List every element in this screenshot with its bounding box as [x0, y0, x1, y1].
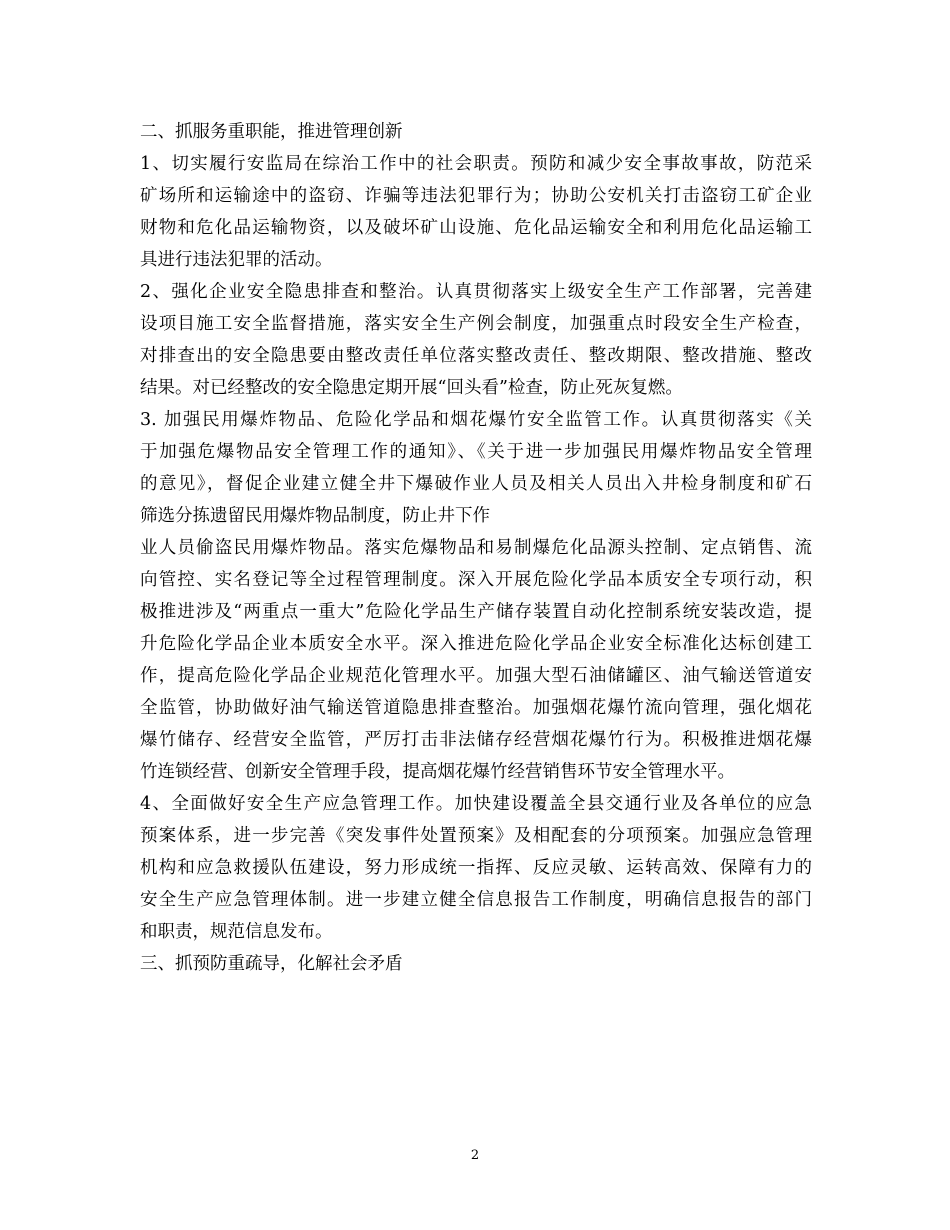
text-line: 4、全面做好安全生产应急管理工作。加快建设覆盖全县交通行业及各单位的应急	[140, 794, 812, 814]
text-line: 全监管，协助做好油气输送管道隐患排查整治。加强烟花爆竹流向管理，强化烟花	[140, 698, 812, 718]
page-number: 2	[470, 1148, 480, 1163]
text-line: 向管控、实名登记等全过程管理制度。深入开展危险化学品本质安全专项行动，积	[140, 570, 812, 590]
text-line: 和职责，规范信息发布。	[140, 922, 333, 942]
text-line: 3. 加强民用爆炸物品、危险化学品和烟花爆竹安全监管工作。认真贯彻落实《关	[140, 410, 812, 430]
text-line: 业人员偷盗民用爆炸物品。落实危爆物品和易制爆危化品源头控制、定点销售、流	[140, 538, 812, 558]
text-line: 筛选分拣遗留民用爆炸物品制度，防止井下作	[140, 506, 490, 526]
document-body	[140, 116, 812, 980]
text-line: 三、抓预防重疏导，化解社会矛盾	[140, 954, 403, 974]
text-line: 爆竹储存、经营安全监管，严厉打击非法储存经营烟花爆竹行为。积极推进烟花爆	[140, 730, 812, 750]
text-line: 结果。对已经整改的安全隐患定期开展“回头看”检查，防止死灰复燃。	[140, 378, 683, 398]
text-line: 的意见》，督促企业建立健全井下爆破作业人员及相关人员出入井检身制度和矿石	[140, 474, 812, 494]
text-line: 财物和危化品运输物资，以及破坏矿山设施、危化品运输安全和利用危化品运输工	[140, 218, 812, 238]
text-line: 极推进涉及“两重点一重大”危险化学品生产储存装置自动化控制系统安装改造，提	[140, 602, 812, 622]
text-line: 安全生产应急管理体制。进一步建立健全信息报告工作制度，明确信息报告的部门	[140, 890, 812, 910]
text-line: 升危险化学品企业本质安全水平。深入推进危险化学品企业安全标准化达标创建工	[140, 634, 812, 654]
text-line: 预案体系，进一步完善《突发事件处置预案》及相配套的分项预案。加强应急管理	[140, 826, 812, 846]
text-line: 机构和应急救援队伍建设，努力形成统一指挥、反应灵敏、运转高效、保障有力的	[140, 858, 812, 878]
text-line: 竹连锁经营、创新安全管理手段，提高烟花爆竹经营销售环节安全管理水平。	[140, 762, 735, 782]
text-line: 2、强化企业安全隐患排查和整治。认真贯彻落实上级安全生产工作部署，完善建	[140, 282, 812, 302]
text-line: 具进行违法犯罪的活动。	[140, 250, 333, 270]
text-line: 1、切实履行安监局在综治工作中的社会职责。预防和减少安全事故事故，防范采	[140, 154, 812, 174]
text-line: 矿场所和运输途中的盗窃、诈骗等违法犯罪行为；协助公安机关打击盗窃工矿企业	[140, 186, 812, 206]
text-line: 对排查出的安全隐患要由整改责任单位落实整改责任、整改期限、整改措施、整改	[140, 346, 812, 366]
text-line: 作，提高危险化学品企业规范化管理水平。加强大型石油储罐区、油气输送管道安	[140, 666, 812, 686]
text-line: 二、抓服务重职能，推进管理创新	[140, 122, 403, 142]
text-line: 设项目施工安全监督措施，落实安全生产例会制度，加强重点时段安全生产检查，	[140, 314, 812, 334]
text-line: 于加强危爆物品安全管理工作的通知》、《关于进一步加强民用爆炸物品安全管理	[140, 442, 812, 462]
